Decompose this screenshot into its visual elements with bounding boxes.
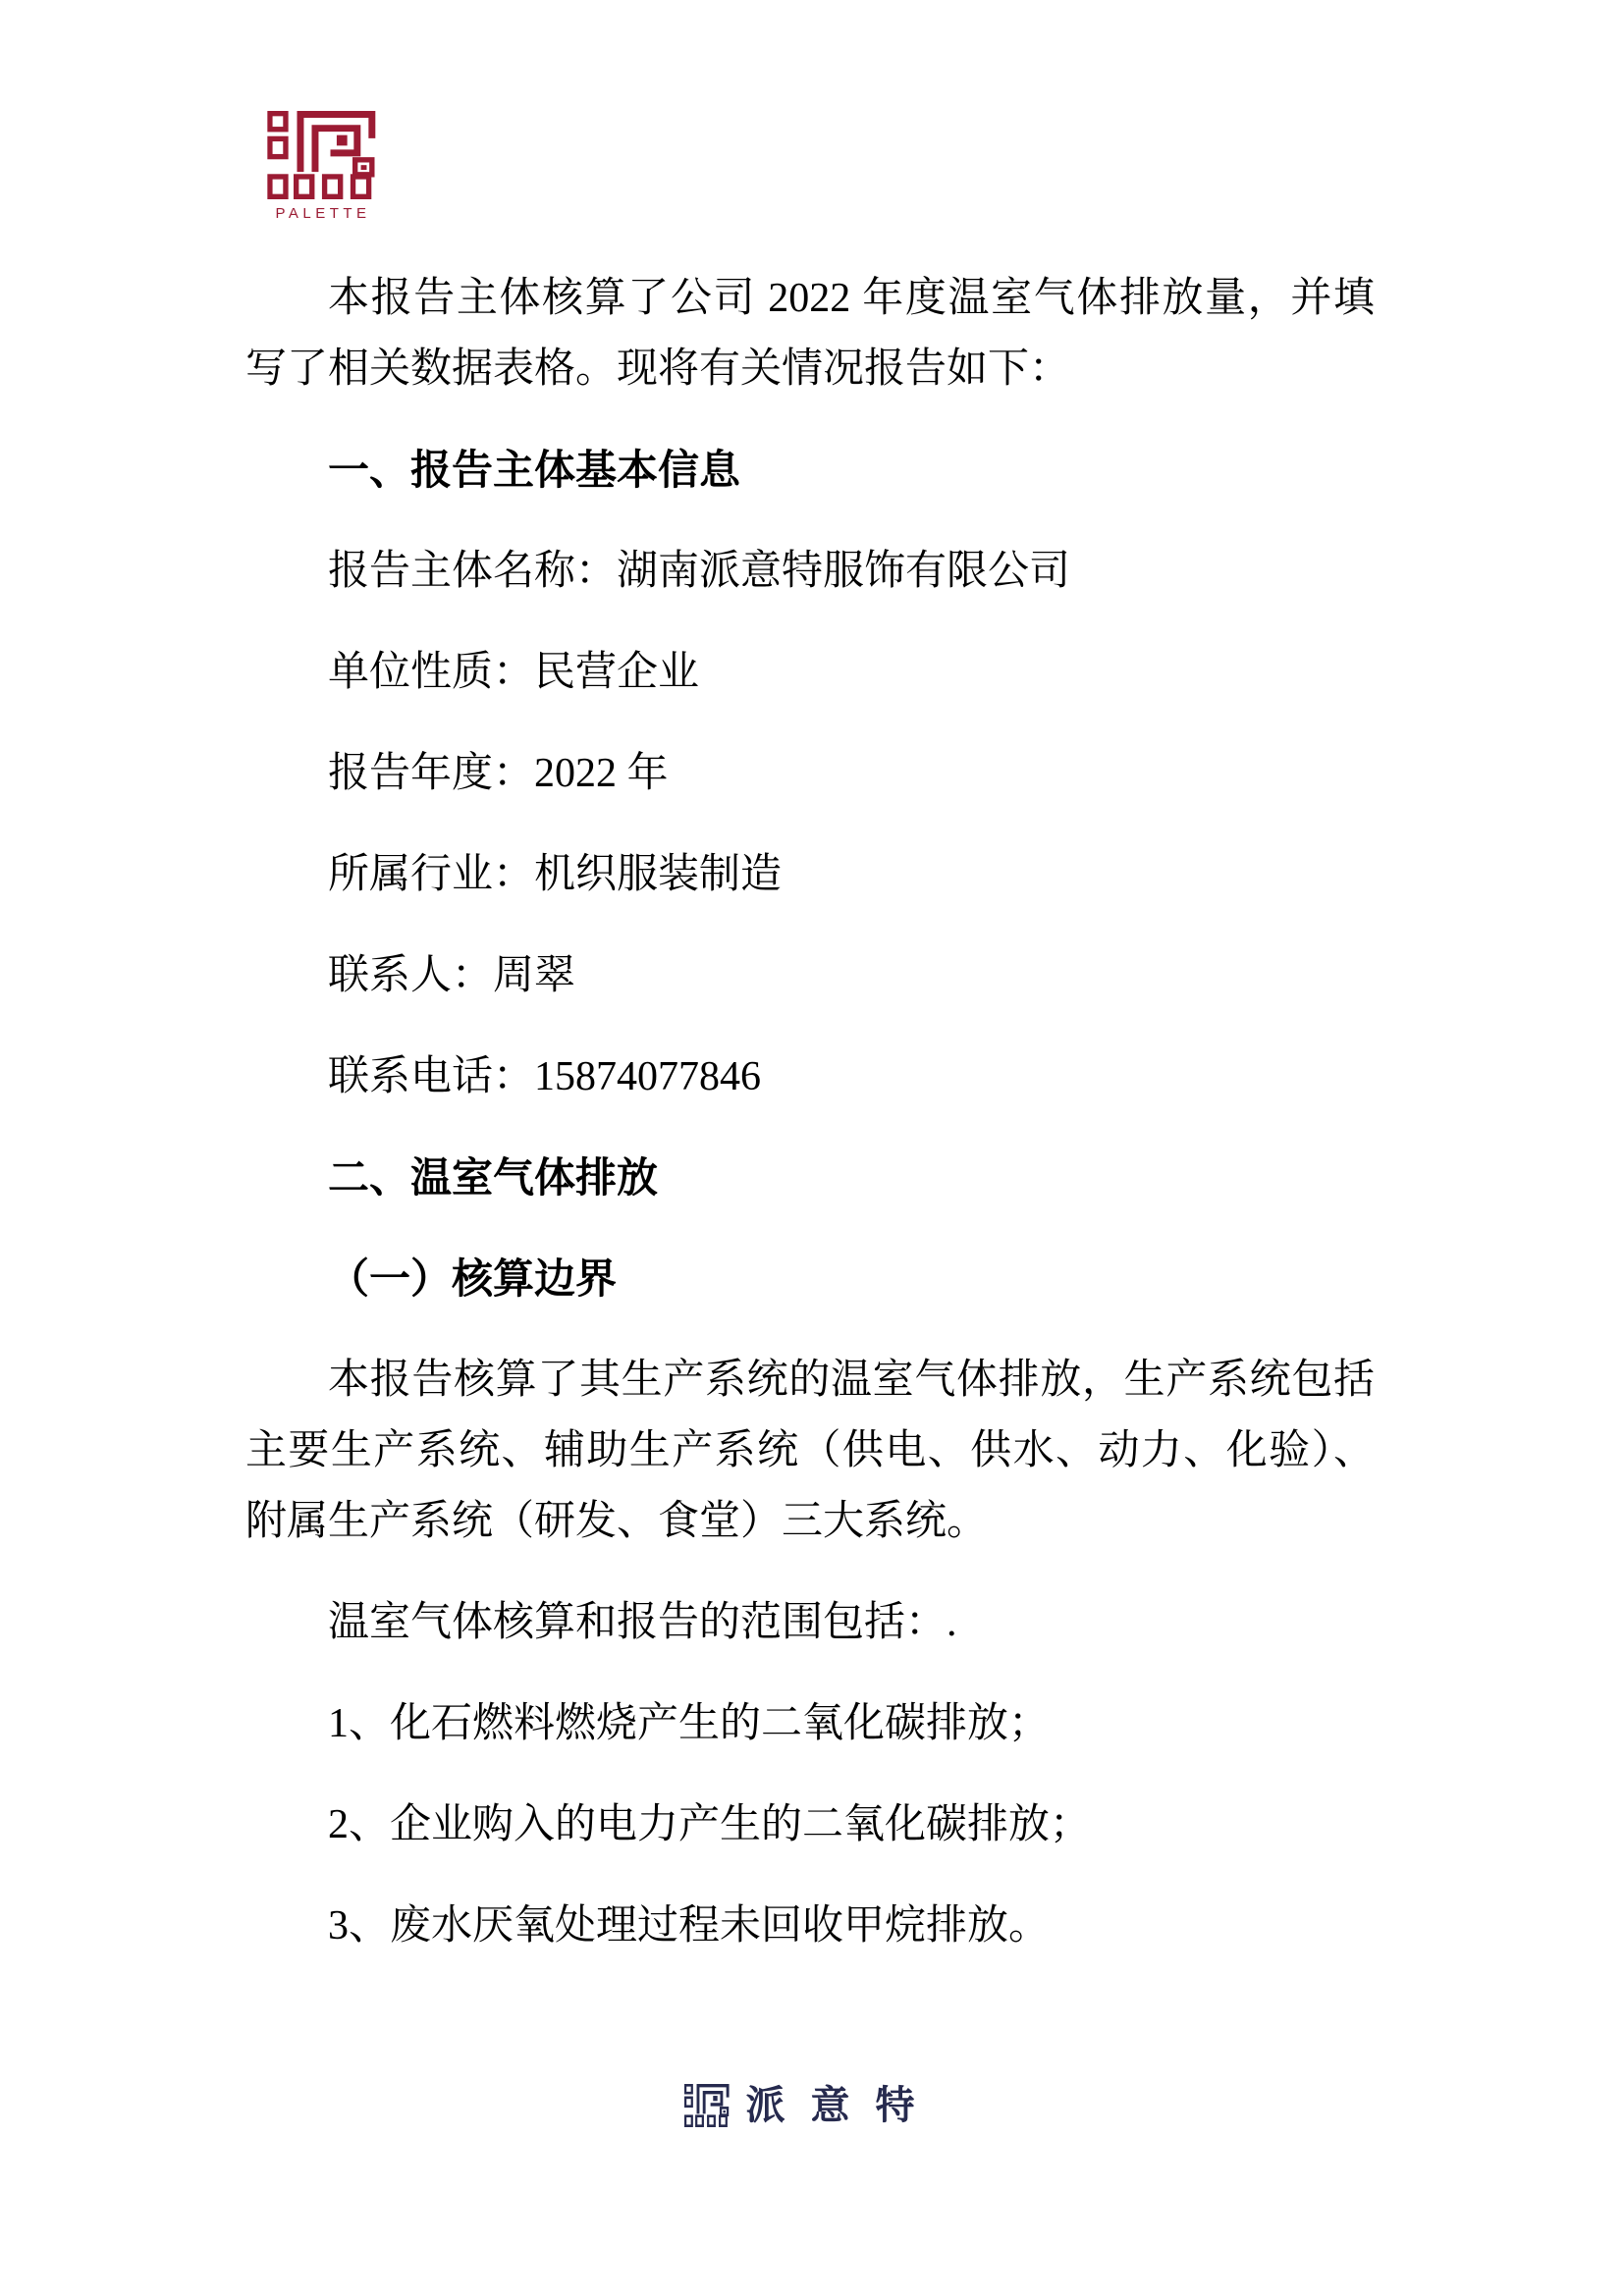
scope-item-2: 2、企业购入的电力产生的二氧化碳排放； — [328, 1802, 1092, 1847]
contact-phone: 联系电话：15874077846 — [328, 1054, 762, 1099]
document-content — [245, 0, 1375, 1992]
palette-wordmark: PALETTE — [275, 205, 371, 222]
report-entity-name: 报告主体名称：湖南派意特服饰有限公司 — [328, 549, 1071, 594]
scope-paragraph: 温室气体核算和报告的范围包括：. — [328, 1600, 957, 1645]
footer-brand-text: 派意特 — [745, 2083, 941, 2127]
report-year: 报告年度：2022 年 — [328, 751, 669, 796]
palette-logo-icon — [267, 111, 379, 199]
entity-type: 单位性质：民营企业 — [328, 650, 700, 695]
section-1-heading: 一、报告主体基本信息 — [328, 447, 741, 493]
contact-person: 联系人：周翠 — [328, 953, 576, 998]
scope-item-3: 3、废水厌氧处理过程未回收甲烷排放。 — [328, 1903, 1051, 1949]
industry: 所属行业：机织服装制造 — [328, 852, 783, 897]
intro-paragraph: 本报告主体核算了公司 2022 年度温室气体排放量，并填写了相关数据表格。现将有关情况报告如下： — [245, 276, 1375, 392]
subsection-heading-accounting-boundary: （一）核算边界 — [328, 1255, 618, 1302]
company-logo — [265, 111, 381, 222]
scope-item-1: 1、化石燃料燃烧产生的二氧化碳排放； — [328, 1701, 1051, 1746]
page-footer — [0, 2083, 1624, 2128]
boundary-paragraph: 本报告核算了其生产系统的温室气体排放，生产系统包括主要生产系统、辅助生产系统（供电、供水、动力、化验）、附属生产系统（研发、食堂）三大系统。 — [245, 1358, 1375, 1544]
paiyite-footer-logo-icon — [684, 2084, 731, 2127]
section-2-heading: 二、温室气体排放 — [328, 1154, 659, 1201]
